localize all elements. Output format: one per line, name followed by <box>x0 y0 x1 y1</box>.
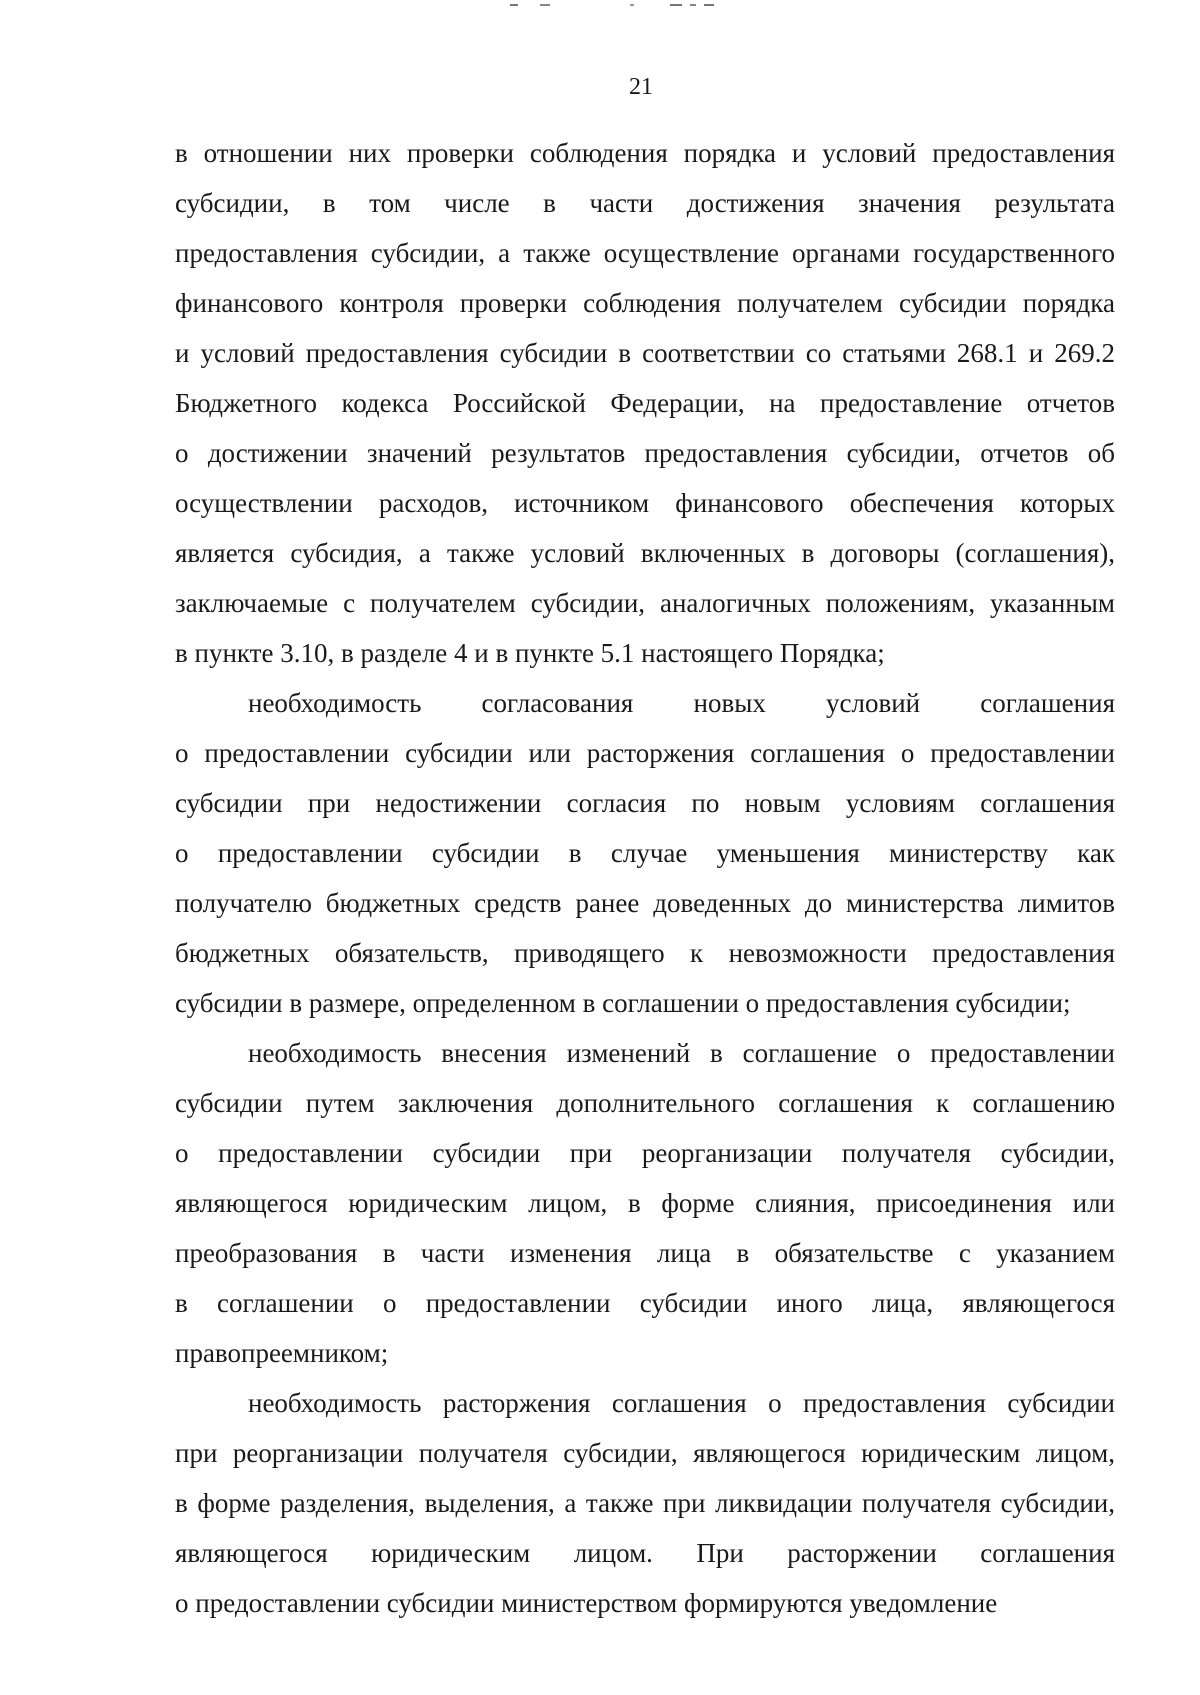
text-line: в отношении них проверки соблюдения порядка и условий предоставления <box>175 138 1115 168</box>
scan-artifact-marks <box>510 2 730 8</box>
text-line: и условий предоставления субсидии в соответствии со статьями 268.1 и 269.2 <box>175 338 1115 368</box>
text-line: Бюджетного кодекса Российской Федерации, на предоставление отчетов <box>175 388 1115 418</box>
text-line: необходимость согласования новых условий соглашения <box>248 688 1115 718</box>
text-line: получателю бюджетных средств ранее доведенных до министерства лимитов <box>175 888 1115 918</box>
text-line: субсидии при недостижении согласия по новым условиям соглашения <box>175 788 1115 818</box>
text-line: являющегося юридическим лицом. При расторжении соглашения <box>175 1538 1115 1568</box>
text-line: являющегося юридическим лицом, в форме слияния, присоединения или <box>175 1188 1115 1218</box>
text-line: бюджетных обязательств, приводящего к невозможности предоставления <box>175 938 1115 968</box>
document-body <box>175 128 1115 1628</box>
text-line: о предоставлении субсидии в случае уменьшения министерству как <box>175 838 1115 868</box>
text-line: в форме разделения, выделения, а также при ликвидации получателя субсидии, <box>175 1488 1115 1518</box>
text-line: при реорганизации получателя субсидии, являющегося юридическим лицом, <box>175 1438 1115 1468</box>
paragraph <box>175 128 1115 678</box>
text-line: финансового контроля проверки соблюдения получателем субсидии порядка <box>175 288 1115 318</box>
text-line: заключаемые с получателем субсидии, аналогичных положениям, указанным <box>175 588 1115 618</box>
text-line: субсидии в размере, определенном в соглашении о предоставления субсидии; <box>175 988 1071 1018</box>
text-line: субсидии путем заключения дополнительного соглашения к соглашению <box>175 1088 1115 1118</box>
text-line: правопреемником; <box>175 1338 389 1368</box>
text-line: необходимость расторжения соглашения о предоставления субсидии <box>248 1388 1115 1418</box>
text-line: преобразования в части изменения лица в обязательстве с указанием <box>175 1238 1115 1268</box>
text-line: о предоставлении субсидии при реорганизации получателя субсидии, <box>175 1138 1115 1168</box>
text-line: предоставления субсидии, а также осуществление органами государственного <box>175 238 1115 268</box>
text-line: является субсидия, а также условий включенных в договоры (соглашения), <box>175 538 1115 568</box>
page-number: 21 <box>629 74 653 100</box>
text-line: о предоставлении субсидии министерством формируются уведомление <box>175 1588 998 1618</box>
paragraph <box>175 1378 1115 1628</box>
paragraph <box>175 678 1115 1028</box>
text-line: субсидии, в том числе в части достижения значения результата <box>175 188 1115 218</box>
paragraph <box>175 1028 1115 1378</box>
text-line: в соглашении о предоставлении субсидии иного лица, являющегося <box>175 1288 1115 1318</box>
text-line: о предоставлении субсидии или расторжения соглашения о предоставлении <box>175 738 1115 768</box>
text-line: осуществлении расходов, источником финансового обеспечения которых <box>175 488 1115 518</box>
text-line: необходимость внесения изменений в соглашение о предоставлении <box>248 1038 1115 1068</box>
text-line: в пункте 3.10, в разделе 4 и в пункте 5.1 настоящего Порядка; <box>175 638 885 668</box>
text-line: о достижении значений результатов предоставления субсидии, отчетов об <box>175 438 1115 468</box>
